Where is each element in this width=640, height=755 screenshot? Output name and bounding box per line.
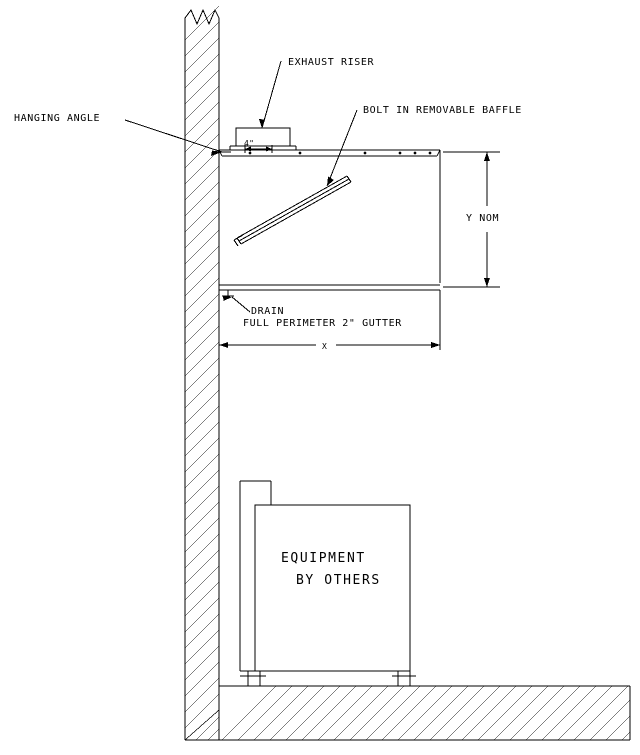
baffle-filter: [234, 176, 351, 246]
exhaust-riser: [230, 128, 296, 150]
equipment-label-line2: BY OTHERS: [296, 573, 381, 588]
y-nom-dimension-label: Y NOM: [466, 213, 500, 224]
x-dimension-label: X: [322, 342, 328, 351]
hood-body: [219, 150, 440, 290]
equipment-label-line1: EQUIPMENT: [281, 551, 366, 566]
exhaust-riser-label: EXHAUST RISER: [288, 57, 375, 68]
gutter-label: FULL PERIMETER 2" GUTTER: [243, 318, 402, 329]
wall-hatch: [185, 6, 219, 740]
leader-lines: [125, 61, 357, 312]
riser-height-dimension-label: 4": [244, 139, 255, 148]
bolt-in-removable-baffle-label: BOLT IN REMOVABLE BAFFLE: [363, 105, 522, 116]
drain: [222, 290, 234, 296]
hanging-angle-label: HANGING ANGLE: [14, 113, 101, 124]
drain-label: DRAIN: [251, 306, 285, 317]
floor-slab: [185, 686, 630, 740]
floor-hatch: [222, 686, 630, 740]
